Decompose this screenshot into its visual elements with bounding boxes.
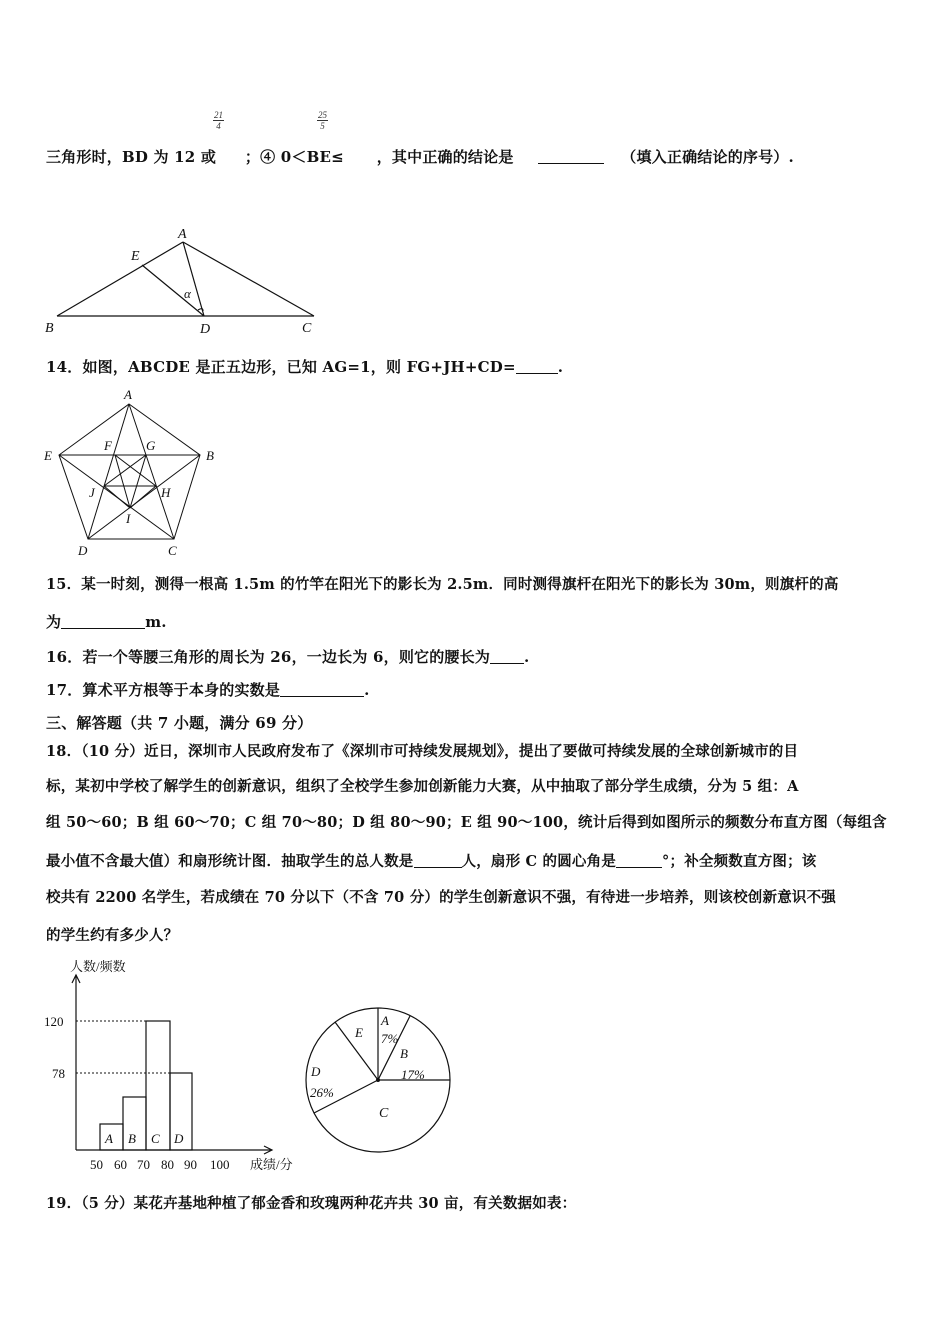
- x-axis-label: 成绩/分: [250, 1157, 293, 1172]
- q13-tail-line: 三角形时，BD 为 12 或 ；④ 0＜BE≤ ，其中正确的结论是 （填入正确结论的序号）.: [46, 148, 794, 166]
- label-I: I: [126, 511, 131, 526]
- question-18-line5: 校共有 2200 名学生，若成绩在 70 分以下（不含 70 分）的学生创新意识不强，有待进一步培养，则该校创新意识不强: [46, 889, 836, 906]
- pie-chart: [295, 955, 465, 1180]
- label-H: H: [161, 485, 171, 500]
- x-tick-70: 70: [137, 1157, 150, 1172]
- question-19: 19．（5 分）某花卉基地种植了郁金香和玫瑰两种花卉共 30 亩，有关数据如表：: [46, 1195, 577, 1212]
- pie-label-E: E: [355, 1025, 363, 1040]
- x-tick-50: 50: [90, 1157, 103, 1172]
- pie-pct-A: 7%: [381, 1031, 399, 1046]
- question-17: 17．算术平方根等于本身的实数是 .: [46, 681, 370, 699]
- bar-label-A: A: [105, 1131, 113, 1146]
- answer-blank: [61, 614, 145, 629]
- answer-blank-total: [414, 853, 462, 868]
- y-tick-120: 120: [44, 1014, 64, 1029]
- label-E: E: [44, 448, 52, 463]
- label-B: B: [45, 321, 54, 336]
- label-G: G: [146, 438, 156, 453]
- bar-label-D: D: [174, 1131, 184, 1146]
- fraction-21-over-4: $\frac{21}{4}$: [214, 110, 223, 131]
- question-16: 16．若一个等腰三角形的周长为 26，一边长为 6，则它的腰长为 .: [46, 648, 530, 666]
- answer-blank: [490, 649, 524, 664]
- pie-label-B: B: [400, 1046, 408, 1061]
- x-tick-90: 90: [184, 1157, 197, 1172]
- x-tick-80: 80: [161, 1157, 174, 1172]
- pentagon-figure: [40, 385, 230, 560]
- label-A: A: [124, 387, 132, 402]
- question-18-line4: 最小值不含最大值）和扇形统计图．抽取学生的总人数是 人，扇形 C 的圆心角是 °；补全频数直方图；该: [46, 853, 817, 870]
- question-18-line6: 的学生约有多少人？: [46, 927, 179, 944]
- fraction-25-over-5: $\frac{25}{5}$: [318, 110, 327, 131]
- y-axis-label: 人数/频数: [70, 959, 126, 974]
- section-3-title: 三、解答题（共 7 小题，满分 69 分）: [46, 714, 313, 732]
- label-E: E: [131, 249, 140, 264]
- question-14: 14．如图，ABCDE 是正五边形，已知 AG=1，则 FG+JH+CD= .: [46, 358, 564, 376]
- label-B: B: [206, 448, 214, 463]
- answer-blank: [280, 682, 364, 697]
- answer-blank: [538, 149, 604, 164]
- pie-label-A: A: [381, 1013, 389, 1028]
- label-C: C: [168, 543, 177, 558]
- question-18-line1: 18．（10 分）近日，深圳市人民政府发布了《深圳市可持续发展规划》，提出了要做可持续发展的全球创新城市的目: [46, 743, 799, 760]
- pie-pct-B: 17%: [401, 1067, 425, 1082]
- answer-blank-angle: [616, 853, 662, 868]
- x-tick-60: 60: [114, 1157, 127, 1172]
- question-15-line2: 为 m.: [46, 613, 167, 631]
- label-J: J: [89, 485, 95, 500]
- label-alpha: α: [184, 286, 191, 301]
- answer-blank: [516, 359, 558, 374]
- y-tick-78: 78: [52, 1066, 65, 1081]
- bar-label-B: B: [128, 1131, 136, 1146]
- pie-label-D: D: [311, 1064, 321, 1079]
- question-18-line2: 标，某初中学校了解学生的创新意识，组织了全校学生参加创新能力大赛，从中抽取了部分学生成绩，分为 5 组：A: [46, 778, 799, 795]
- triangle-figure: [40, 220, 340, 340]
- pie-pct-D: 26%: [310, 1085, 334, 1100]
- question-18-line3: 组 50～60；B 组 60～70；C 组 70～80；D 组 80～90；E 组 90～100，统计后得到如图所示的频数分布直方图（每组含: [46, 814, 887, 831]
- frequency-histogram: [40, 955, 320, 1175]
- pie-label-C: C: [379, 1106, 389, 1121]
- question-15-line1: 15．某一时刻，测得一根高 1.5m 的竹竿在阳光下的影长为 2.5m．同时测得旗杆在阳光下的影长为 30m，则旗杆的高: [46, 576, 839, 593]
- label-F: F: [104, 438, 112, 453]
- label-D: D: [200, 322, 211, 337]
- bar-label-C: C: [151, 1131, 160, 1146]
- label-A: A: [178, 227, 187, 242]
- label-C: C: [302, 321, 312, 336]
- x-tick-100: 100: [210, 1157, 230, 1172]
- label-D: D: [78, 543, 88, 558]
